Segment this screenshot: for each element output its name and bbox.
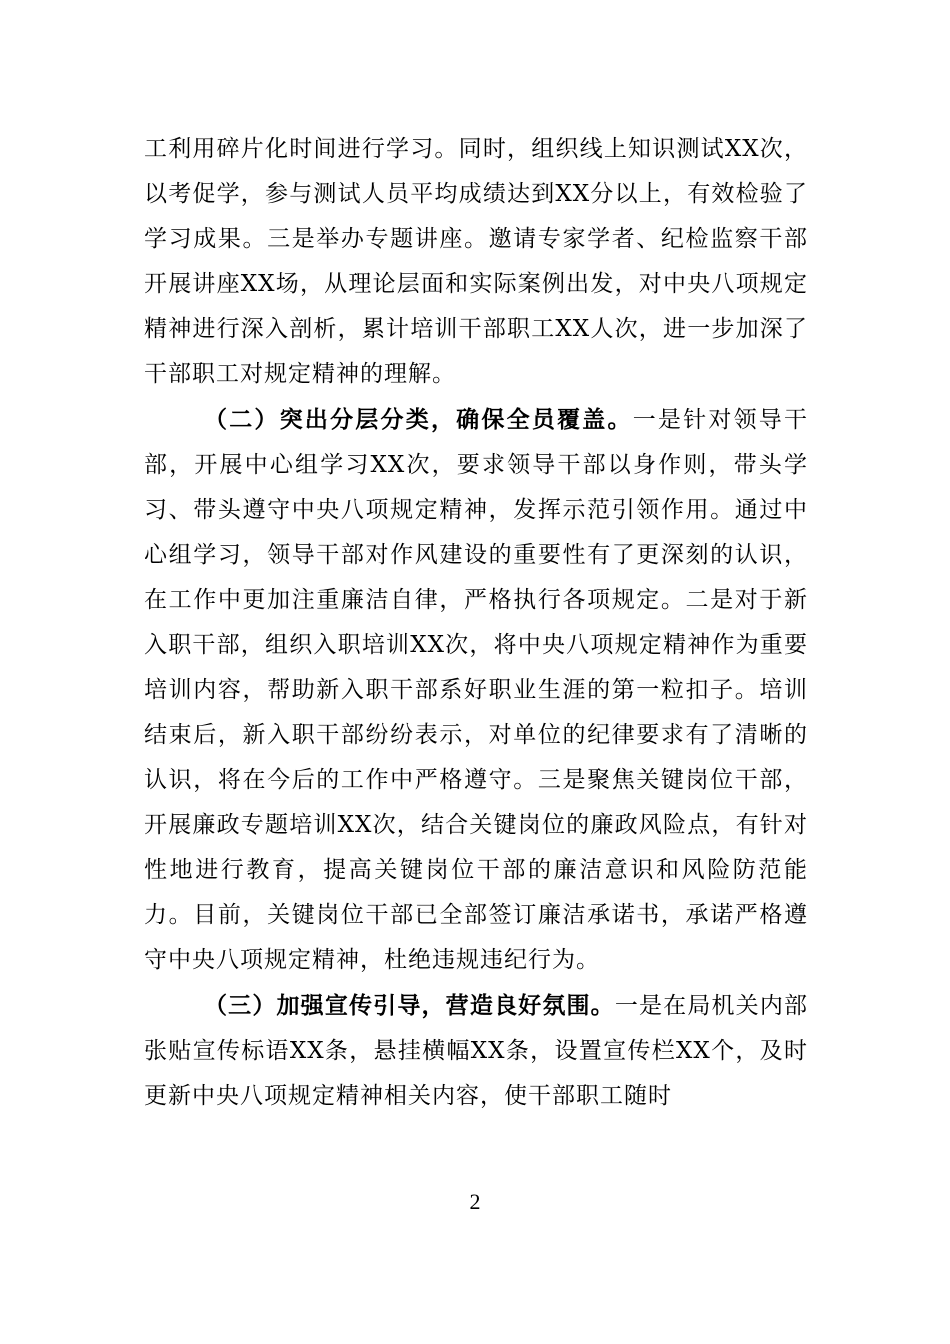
paragraph-continuation [144, 127, 808, 397]
paragraph-section-3 [144, 983, 808, 1119]
paragraph-text: 一是针对领导干部，开展中心组学习XX次，要求领导干部以身作则，带头学习、带头遵守中央八项规定精神，发挥示范引领作用。通过中心组学习，领导干部对作风建设的重要性有了更深刻的认识，在工作中更加注重廉洁自律，严格执行各项规定。二是对于新入职干部，组织入职培训XX次，将中央八项规定精神作为重要培训内容，帮助新入职干部系好职业生涯的第一粒扣子。培训结束后，新入职干部纷纷表示，对单位的纪律要求有了清晰的认识，将在今后的工作中严格遵守。三是聚焦关键岗位干部，开展廉政专题培训XX次，结合关键岗位的廉政风险点，有针对性地进行教育，提高关键岗位干部的廉洁意识和风险防范能力。目前，关键岗位干部已全部签订廉洁承诺书，承诺严格遵守中央八项规定精神，杜绝违规违纪行为。 [144, 407, 809, 973]
paragraph-text: 工利用碎片化时间进行学习。同时，组织线上知识测试XX次，以考促学，参与测试人员平均成绩达到XX分以上，有效检验了学习成果。三是举办专题讲座。邀请专家学者、纪检监察干部开展讲座XX场，从理论层面和实际案例出发，对中央八项规定精神进行深入剖析，累计培训干部职工XX人次，进一步加深了干部职工对规定精神的理解。 [144, 136, 808, 387]
document-body [144, 127, 808, 1119]
paragraph-text: 一是在局机关内部张贴宣传标语XX条，悬挂横幅XX条，设置宣传栏XX个，及时更新中央八项规定精神相关内容，使干部职工随时 [144, 993, 809, 1109]
section-heading-3: （三）加强宣传引导，营造良好氛围。 [204, 992, 615, 1019]
page-number: 2 [469, 1189, 481, 1214]
paragraph-section-2 [144, 397, 808, 983]
section-heading-2: （二）突出分层分类，确保全员覆盖。 [204, 406, 633, 433]
